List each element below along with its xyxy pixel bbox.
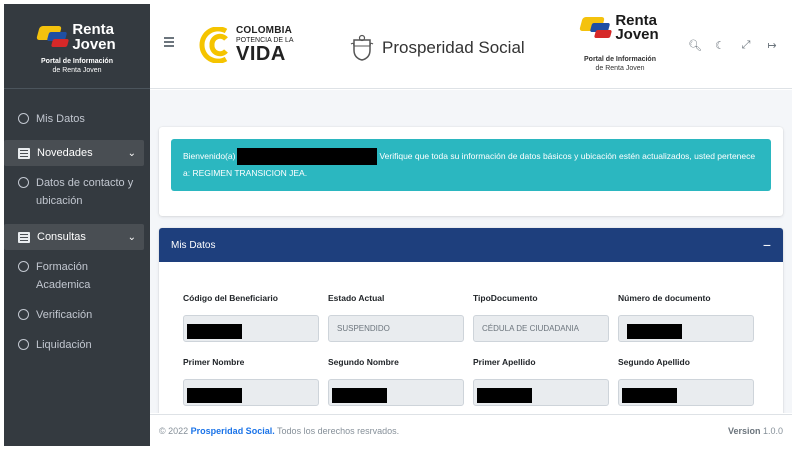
numero-documento-input[interactable] (618, 315, 754, 342)
flag-icon (38, 24, 70, 50)
prosperidad-link[interactable]: Prosperidad Social. (190, 425, 275, 436)
redacted-value (622, 388, 677, 403)
field-segundo-nombre (328, 357, 473, 406)
redacted-value (332, 388, 387, 403)
codigo-beneficiario-input[interactable] (183, 315, 319, 342)
field-label: Segundo Apellido (618, 357, 690, 367)
brand[interactable] (4, 4, 150, 89)
sidebar-item-novedades[interactable] (4, 140, 144, 166)
top-navbar (150, 4, 792, 89)
sidebar-item-label: Liquidación (36, 339, 92, 351)
field-label: Primer Nombre (183, 357, 245, 367)
logout-icon[interactable]: ↦ (767, 40, 777, 52)
sidebar-item-liquidacion[interactable] (4, 336, 146, 354)
sidebar-nav (4, 89, 150, 354)
field-label: TipoDocumento (473, 293, 538, 303)
welcome-alert (171, 139, 771, 191)
circle-icon (18, 339, 29, 350)
primer-apellido-input[interactable] (473, 379, 609, 406)
mis-datos-title: Mis Datos (171, 239, 216, 251)
chevron-down-icon: ⌄ (127, 231, 136, 243)
copyright-year: © 2022 (159, 425, 189, 436)
field-label: Código del Beneficiario (183, 293, 278, 303)
rights-text: Todos los derechos resrvados. (277, 425, 400, 436)
field-label: Número de documento (618, 293, 711, 303)
prosperidad-social-logo (350, 34, 525, 62)
circle-icon (18, 261, 29, 272)
sidebar (4, 4, 150, 446)
brand-portal-1: Portal de Información (41, 57, 113, 65)
segundo-nombre-input[interactable] (328, 379, 464, 406)
version-label: Version (727, 425, 761, 436)
collapse-button[interactable]: − (762, 237, 771, 253)
sidebar-item-mis-datos[interactable] (4, 110, 146, 128)
mis-datos-form (183, 293, 763, 406)
field-value: CÉDULA DE CIUDADANIA (482, 324, 579, 333)
field-value: SUSPENDIDO (337, 324, 390, 333)
field-primer-apellido (473, 357, 618, 406)
field-label: Primer Apellido (473, 357, 536, 367)
footer (150, 414, 792, 446)
coat-of-arms-icon (350, 34, 374, 62)
sidebar-item-label: Formación Academica (36, 261, 91, 291)
brand-name-2: Joven (72, 35, 116, 53)
field-segundo-apellido (618, 357, 763, 406)
field-estado-actual (328, 293, 473, 342)
segundo-apellido-input[interactable] (618, 379, 754, 406)
rj-name-2: Joven (615, 26, 659, 43)
field-primer-nombre (183, 357, 328, 406)
tipo-documento-input[interactable] (473, 315, 609, 342)
sidebar-item-label: Novedades (37, 147, 93, 159)
alert-prefix: Bienvenido(a) (183, 151, 236, 161)
sidebar-item-datos-contacto[interactable] (4, 174, 146, 210)
field-label: Estado Actual (328, 293, 385, 303)
footer-version (728, 426, 783, 436)
sidebar-item-label: Mis Datos (36, 113, 85, 125)
field-tipo-documento (473, 293, 618, 342)
sidebar-item-formacion[interactable] (4, 258, 146, 294)
navbar-icons (688, 39, 778, 52)
chevron-down-icon: ⌄ (127, 147, 136, 159)
redacted-value (187, 388, 242, 403)
redacted-value (187, 324, 242, 339)
brand-portal-2: de Renta Joven (52, 66, 102, 74)
welcome-card (159, 127, 783, 216)
circle-icon (18, 113, 29, 124)
vida-text: VIDA (236, 43, 286, 65)
prosperidad-text: Prosperidad Social (382, 38, 525, 57)
rj-portal-1: Portal de Información (584, 56, 656, 63)
sidebar-item-label: Datos de contacto y ubicación (36, 177, 134, 207)
colombia-potencia-logo (198, 26, 294, 64)
fullscreen-icon[interactable]: ⤢ (741, 39, 751, 51)
brand-name-1: Renta (72, 20, 114, 38)
rj-portal-2: de Renta Joven (595, 65, 645, 72)
primer-nombre-input[interactable] (183, 379, 319, 406)
version-number: 1.0.0 (762, 425, 783, 436)
sidebar-item-label: Verificación (36, 309, 93, 321)
redacted-value (627, 324, 682, 339)
mis-datos-card (159, 228, 783, 413)
redacted-value (477, 388, 532, 403)
rj-name-1: Renta (615, 12, 657, 29)
search-icon[interactable]: 🔍︎ (688, 40, 702, 52)
renta-joven-header-logo (570, 14, 670, 73)
field-label: Segundo Nombre (328, 357, 399, 367)
footer-copyright (159, 426, 399, 436)
moon-icon[interactable]: ☾ (715, 40, 725, 52)
circle-icon (18, 309, 29, 320)
content-wrapper (150, 90, 792, 413)
redacted-name (237, 148, 377, 165)
field-codigo-beneficiario (183, 293, 328, 342)
menu-icon[interactable] (164, 37, 174, 46)
flag-icon (581, 15, 613, 41)
alert-text: Verifique que toda su información de datos básicos y ubicación estén actualizados, usted pertenece a: REGIMEN TRANSICION JEA. (183, 151, 756, 179)
sidebar-item-consultas[interactable] (4, 224, 144, 250)
potencia-text: POTENCIA DE LA (236, 37, 294, 44)
renta-joven-logo (38, 22, 115, 52)
mis-datos-header (159, 228, 783, 262)
estado-actual-input[interactable] (328, 315, 464, 342)
list-icon (18, 232, 30, 243)
colombia-text: COLOMBIA (236, 25, 293, 36)
colombia-arcs-icon (198, 27, 230, 63)
field-numero-documento (618, 293, 763, 342)
sidebar-item-verificacion[interactable] (4, 306, 146, 324)
sidebar-item-label: Consultas (37, 231, 86, 243)
list-icon (18, 148, 30, 159)
